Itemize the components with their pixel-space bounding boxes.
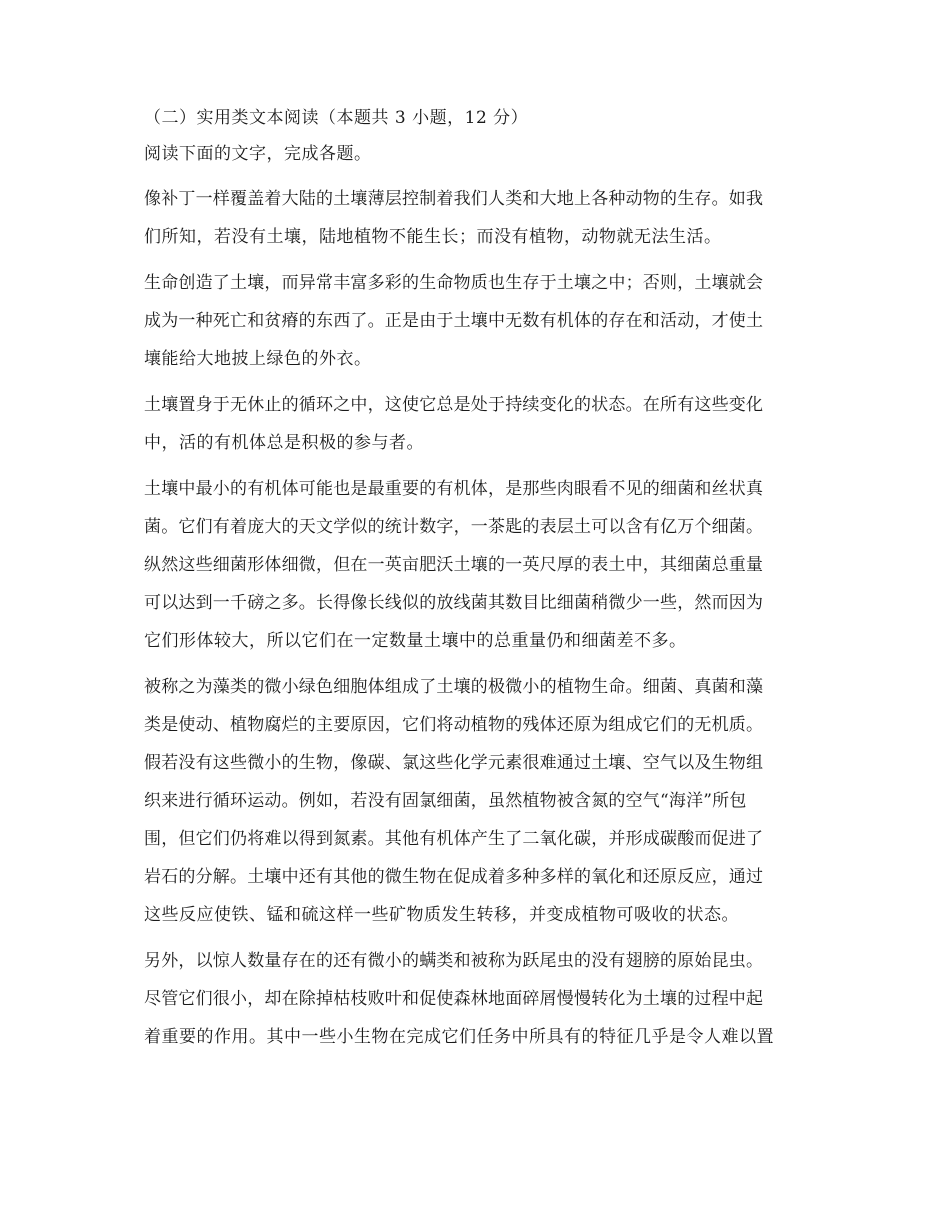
article-paragraph [144, 668, 812, 934]
paragraph-line: 围，但它们仍将难以得到氮素。其他有机体产生了二氧化碳，并形成碳酸而促进了 [144, 829, 764, 849]
paragraph-line: 尽管它们很小，却在除掉枯枝败叶和促使森林地面碎屑慢慢转化为土壤的过程中起 [144, 989, 764, 1009]
paragraph-line: 中，活的有机体总是积极的参与者。 [144, 433, 424, 453]
paragraph-line: 它们形体较大，所以它们在一定数量土壤中的总重量仍和细菌差不多。 [144, 631, 687, 651]
paragraph-line: 生命创造了土壤，而异常丰富多彩的生命物质也生存于土壤之中；否则，土壤就会 [144, 273, 764, 293]
paragraph-line: 岩石的分解。土壤中还有其他的微生物在促成着多种多样的氧化和还原反应，通过 [144, 867, 764, 887]
paragraph-line: 着重要的作用。其中一些小生物在完成它们任务中所具有的特征几乎是令人难以置 [144, 1027, 774, 1047]
paragraph-line: 像补丁一样覆盖着大陆的土壤薄层控制着我们人类和大地上各种动物的生存。如我 [144, 189, 764, 209]
paragraph-line: 被称之为藻类的微小绿色细胞体组成了土壤的极微小的植物生命。细菌、真菌和藻 [144, 677, 764, 697]
article-paragraph [144, 180, 812, 256]
instruction-text: 阅读下面的文字，完成各题。 [144, 144, 372, 164]
document-page [144, 106, 812, 1064]
paragraph-line: 类是使动、植物腐烂的主要原因，它们将动植物的残体还原为组成它们的无机质。 [144, 715, 764, 735]
paragraph-line: 可以达到一千磅之多。长得像长线似的放线菌其数目比细菌稍微少一些，然而因为 [144, 593, 764, 613]
paragraph-line: 土壤置身于无休止的循环之中，这使它总是处于持续变化的状态。在所有这些变化 [144, 395, 764, 415]
article-paragraph [144, 386, 812, 462]
paragraph-line: 成为一种死亡和贫瘠的东西了。正是由于土壤中无数有机体的存在和活动，才使土 [144, 311, 764, 331]
paragraph-line: 假若没有这些微小的生物，像碳、氯这些化学元素很难通过土壤、空气以及生物组 [144, 753, 764, 773]
paragraph-line: 壤能给大地披上绿色的外衣。 [144, 349, 372, 369]
article-body [144, 180, 812, 1056]
paragraph-line: 这些反应使铁、锰和硫这样一些矿物质发生转移，并变成植物可吸收的状态。 [144, 905, 739, 925]
article-paragraph [144, 470, 812, 660]
article-paragraph [144, 264, 812, 378]
article-paragraph [144, 942, 812, 1056]
paragraph-line: 另外，以惊人数量存在的还有微小的螨类和被称为跃尾虫的没有翅膀的原始昆虫。 [144, 951, 764, 971]
paragraph-line: 菌。它们有着庞大的天文学似的统计数字，一茶匙的表层土可以含有亿万个细菌。 [144, 517, 764, 537]
paragraph-line: 织来进行循环运动。例如，若没有固氯细菌，虽然植物被含氮的空气“海洋”所包 [144, 791, 747, 811]
paragraph-line: 们所知，若没有土壤，陆地植物不能生长；而没有植物，动物就无法生活。 [144, 227, 722, 247]
section-heading: （二）实用类文本阅读（本题共 3 小题，12 分） [144, 108, 529, 128]
paragraph-line: 纵然这些细菌形体细微，但在一英亩肥沃土壤的一英尺厚的表土中，其细菌总重量 [144, 555, 764, 575]
paragraph-line: 土壤中最小的有机体可能也是最重要的有机体，是那些肉眼看不见的细菌和丝状真 [144, 479, 764, 499]
